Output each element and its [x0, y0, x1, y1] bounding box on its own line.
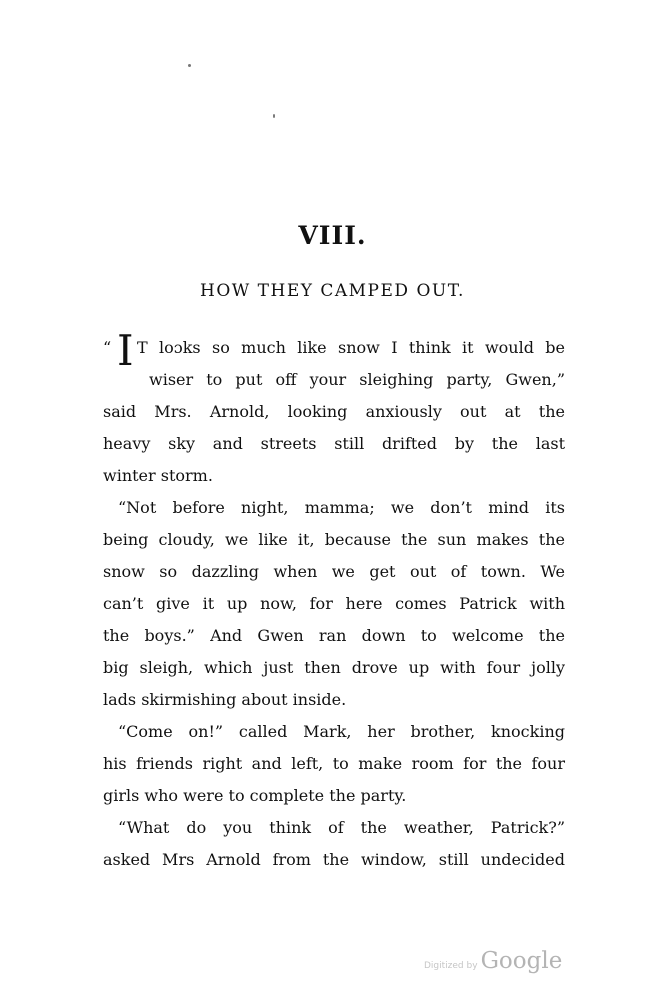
text-line: can’t give it up now, for here comes Patrick with	[103, 594, 565, 613]
text-line: “Not before night, mamma; we don’t mind its	[118, 498, 565, 517]
text-line: T loɔks so much like snow I think it would be	[137, 338, 565, 357]
text-line: winter storm.	[103, 466, 213, 485]
text-line: girls who were to complete the party.	[103, 786, 407, 805]
text-line: snow so dazzling when we get out of town. We	[103, 562, 565, 581]
text-line: lads skirmishing about inside.	[103, 690, 347, 709]
google-watermark	[424, 948, 562, 974]
google-logo: Google	[480, 948, 563, 974]
paragraph-3	[103, 716, 565, 812]
chapter-number: VIII.	[298, 221, 367, 250]
paragraph-1	[103, 326, 565, 492]
text-line: his friends right and left, to make room for the four	[103, 754, 565, 773]
page-speck	[273, 114, 275, 118]
text-line: “What do you think of the weather, Patrick?”	[118, 818, 565, 837]
paragraph-4	[103, 812, 565, 876]
digitized-by-text: Digitized by	[424, 961, 478, 971]
text-line: heavy sky and streets still drifted by the last	[103, 434, 565, 453]
chapter-title: HOW THEY CAMPED OUT.	[200, 281, 465, 301]
paragraph-2	[103, 492, 565, 716]
text-line: said Mrs. Arnold, looking anxiously out at the	[103, 402, 565, 421]
text-line: the boys.” And Gwen ran down to welcome the	[103, 626, 565, 645]
opening-quote: “	[103, 338, 112, 357]
page-speck	[188, 64, 191, 67]
text-line: big sleigh, which just then drove up with four jolly	[103, 658, 565, 677]
text-line: wiser to put off your sleighing party, Gwen,”	[149, 370, 565, 389]
text-line: “Come on!” called Mark, her brother, knocking	[118, 722, 565, 741]
text-line: being cloudy, we like it, because the sun makes the	[103, 530, 565, 549]
drop-cap: I	[117, 326, 134, 375]
text-line: asked Mrs Arnold from the window, still undecided	[103, 850, 565, 869]
